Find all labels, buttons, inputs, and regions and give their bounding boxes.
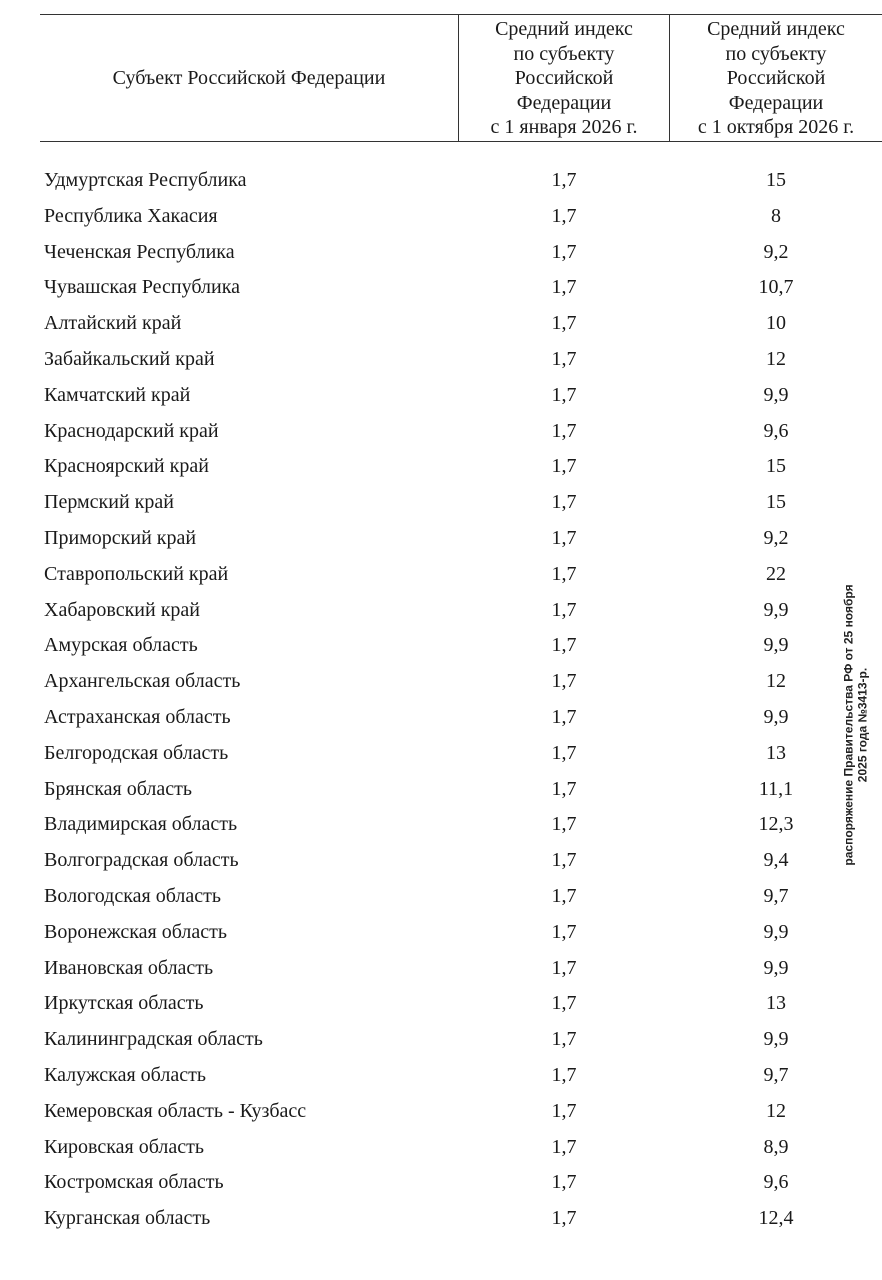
index-january-value: 1,7 xyxy=(551,1099,577,1122)
index-october-value: 9,6 xyxy=(763,1171,789,1194)
index-january-value: 1,7 xyxy=(551,204,577,227)
index-january-value: 1,7 xyxy=(551,1171,577,1194)
index-january-value: 1,7 xyxy=(551,598,577,621)
table-row xyxy=(0,628,882,664)
index-october-value: 9,6 xyxy=(763,419,789,442)
index-october-value: 12,3 xyxy=(758,813,794,836)
subject-name: Воронежская область xyxy=(44,920,228,943)
subject-name: Красноярский край xyxy=(44,455,209,478)
subject-name: Костромская область xyxy=(44,1171,224,1194)
index-january-value: 1,7 xyxy=(551,347,577,370)
index-october-value: 9,2 xyxy=(763,526,789,549)
index-january-value: 1,7 xyxy=(551,240,577,263)
table-row xyxy=(0,951,882,987)
index-october-value: 22 xyxy=(766,562,786,585)
subject-name: Пермский край xyxy=(44,491,174,514)
index-october-value: 9,9 xyxy=(763,956,789,979)
index-october-value: 9,9 xyxy=(763,1028,789,1051)
subject-name: Иркутская область xyxy=(44,992,204,1015)
subject-name: Амурская область xyxy=(44,634,198,657)
index-january-value: 1,7 xyxy=(551,526,577,549)
header-index-october xyxy=(670,15,882,141)
index-january-value: 1,7 xyxy=(551,562,577,585)
index-january-value: 1,7 xyxy=(551,884,577,907)
index-october-value: 15 xyxy=(766,169,786,191)
table-row xyxy=(0,342,882,378)
subject-name: Приморский край xyxy=(44,526,197,549)
index-january-value: 1,7 xyxy=(551,705,577,728)
index-october-value: 13 xyxy=(766,992,786,1015)
subject-name: Белгородская область xyxy=(44,741,229,764)
table-row xyxy=(0,664,882,700)
subject-name: Камчатский край xyxy=(44,383,191,406)
index-january-value: 1,7 xyxy=(551,1028,577,1051)
subject-name: Волгоградская область xyxy=(44,849,239,872)
subject-name: Забайкальский край xyxy=(44,347,215,370)
index-october-value: 9,9 xyxy=(763,920,789,943)
index-january-value: 1,7 xyxy=(551,419,577,442)
subject-name: Республика Хакасия xyxy=(44,204,218,227)
table-row xyxy=(0,700,882,736)
header-index-january-label: Средний индекс по субъекту Российской Федерации с 1 января 2026 г. xyxy=(490,18,638,139)
index-january-value: 1,7 xyxy=(551,670,577,693)
index-october-value: 9,9 xyxy=(763,598,789,621)
table-row xyxy=(0,1058,882,1094)
index-october-value: 9,4 xyxy=(763,849,789,872)
index-october-value: 13 xyxy=(766,741,786,764)
subject-name: Брянская область xyxy=(44,777,193,800)
table-row xyxy=(0,270,882,306)
index-january-value: 1,7 xyxy=(551,491,577,514)
table-row xyxy=(0,449,882,485)
index-january-value: 1,7 xyxy=(551,1207,577,1230)
table-row xyxy=(0,1022,882,1058)
table-header xyxy=(40,14,882,142)
index-october-value: 9,9 xyxy=(763,383,789,406)
index-january-value: 1,7 xyxy=(551,849,577,872)
header-subject xyxy=(40,15,458,141)
subject-name: Курганская область xyxy=(44,1207,211,1230)
subject-name: Хабаровский край xyxy=(44,598,200,621)
index-january-value: 1,7 xyxy=(551,312,577,335)
header-index-january xyxy=(458,15,670,141)
table-row xyxy=(0,521,882,557)
table-row xyxy=(0,1165,882,1201)
table-row xyxy=(0,1201,882,1237)
index-january-value: 1,7 xyxy=(551,920,577,943)
index-october-value: 9,7 xyxy=(763,1063,789,1086)
index-october-value: 12 xyxy=(766,670,786,693)
index-october-value: 15 xyxy=(766,455,786,478)
index-january-value: 1,7 xyxy=(551,956,577,979)
index-january-value: 1,7 xyxy=(551,169,577,191)
table-row xyxy=(0,843,882,879)
table-body xyxy=(0,163,882,1237)
subject-name: Чеченская Республика xyxy=(44,240,235,263)
index-october-value: 9,7 xyxy=(763,884,789,907)
index-january-value: 1,7 xyxy=(551,383,577,406)
table-row xyxy=(0,807,882,843)
index-october-value: 10,7 xyxy=(758,276,794,299)
index-january-value: 1,7 xyxy=(551,992,577,1015)
header-index-october-label: Средний индекс по субъекту Российской Федерации с 1 октября 2026 г. xyxy=(697,18,855,139)
subject-name: Алтайский край xyxy=(44,312,182,335)
table-row xyxy=(0,235,882,271)
subject-name: Удмуртская Республика xyxy=(44,169,247,191)
index-january-value: 1,7 xyxy=(551,741,577,764)
table-row xyxy=(0,593,882,629)
table-row xyxy=(0,879,882,915)
index-january-value: 1,7 xyxy=(551,813,577,836)
subject-name: Астраханская область xyxy=(44,705,231,728)
index-october-value: 12 xyxy=(766,347,786,370)
index-october-value: 11,1 xyxy=(758,777,794,800)
index-october-value: 12 xyxy=(766,1099,786,1122)
side-note-line-1: распоряжение Правительства РФ от 25 ноября xyxy=(842,584,856,866)
subject-name: Ивановская область xyxy=(44,956,214,979)
subject-name: Краснодарский край xyxy=(44,419,219,442)
index-october-value: 9,9 xyxy=(763,705,789,728)
index-january-value: 1,7 xyxy=(551,455,577,478)
table-row xyxy=(0,557,882,593)
table-row xyxy=(0,1094,882,1130)
side-note xyxy=(836,582,876,868)
index-january-value: 1,7 xyxy=(551,276,577,299)
table-row xyxy=(0,915,882,951)
table-row xyxy=(0,485,882,521)
table-row xyxy=(0,736,882,772)
index-october-value: 12,4 xyxy=(758,1207,794,1230)
index-october-value: 9,2 xyxy=(763,240,789,263)
subject-name: Чувашская Республика xyxy=(44,276,241,299)
subject-name: Кировская область xyxy=(44,1135,205,1158)
subject-name: Вологодская область xyxy=(44,884,222,907)
index-october-value: 15 xyxy=(766,491,786,514)
table-row xyxy=(0,986,882,1022)
subject-name: Калужская область xyxy=(44,1063,206,1086)
index-january-value: 1,7 xyxy=(551,1135,577,1158)
index-january-value: 1,7 xyxy=(551,1063,577,1086)
index-october-value: 8,9 xyxy=(763,1135,789,1158)
index-january-value: 1,7 xyxy=(551,777,577,800)
table-row xyxy=(0,306,882,342)
subject-name: Калининградская область xyxy=(44,1028,263,1051)
subject-name: Ставропольский край xyxy=(44,562,229,585)
table-row xyxy=(0,772,882,808)
index-october-value: 8 xyxy=(771,204,781,227)
header-subject-label: Субъект Российской Федерации xyxy=(112,66,386,89)
subject-name: Архангельская область xyxy=(44,670,241,693)
table-row xyxy=(0,378,882,414)
subject-name: Кемеровская область - Кузбасс xyxy=(44,1099,307,1122)
side-note-line-2: 2025 года №3413-р. xyxy=(856,667,870,783)
table-row xyxy=(0,163,882,199)
table-row xyxy=(0,1130,882,1166)
subject-name: Владимирская область xyxy=(44,813,238,836)
index-january-value: 1,7 xyxy=(551,634,577,657)
index-october-value: 10 xyxy=(766,312,786,335)
index-october-value: 9,9 xyxy=(763,634,789,657)
table-row xyxy=(0,199,882,235)
table-row xyxy=(0,414,882,450)
